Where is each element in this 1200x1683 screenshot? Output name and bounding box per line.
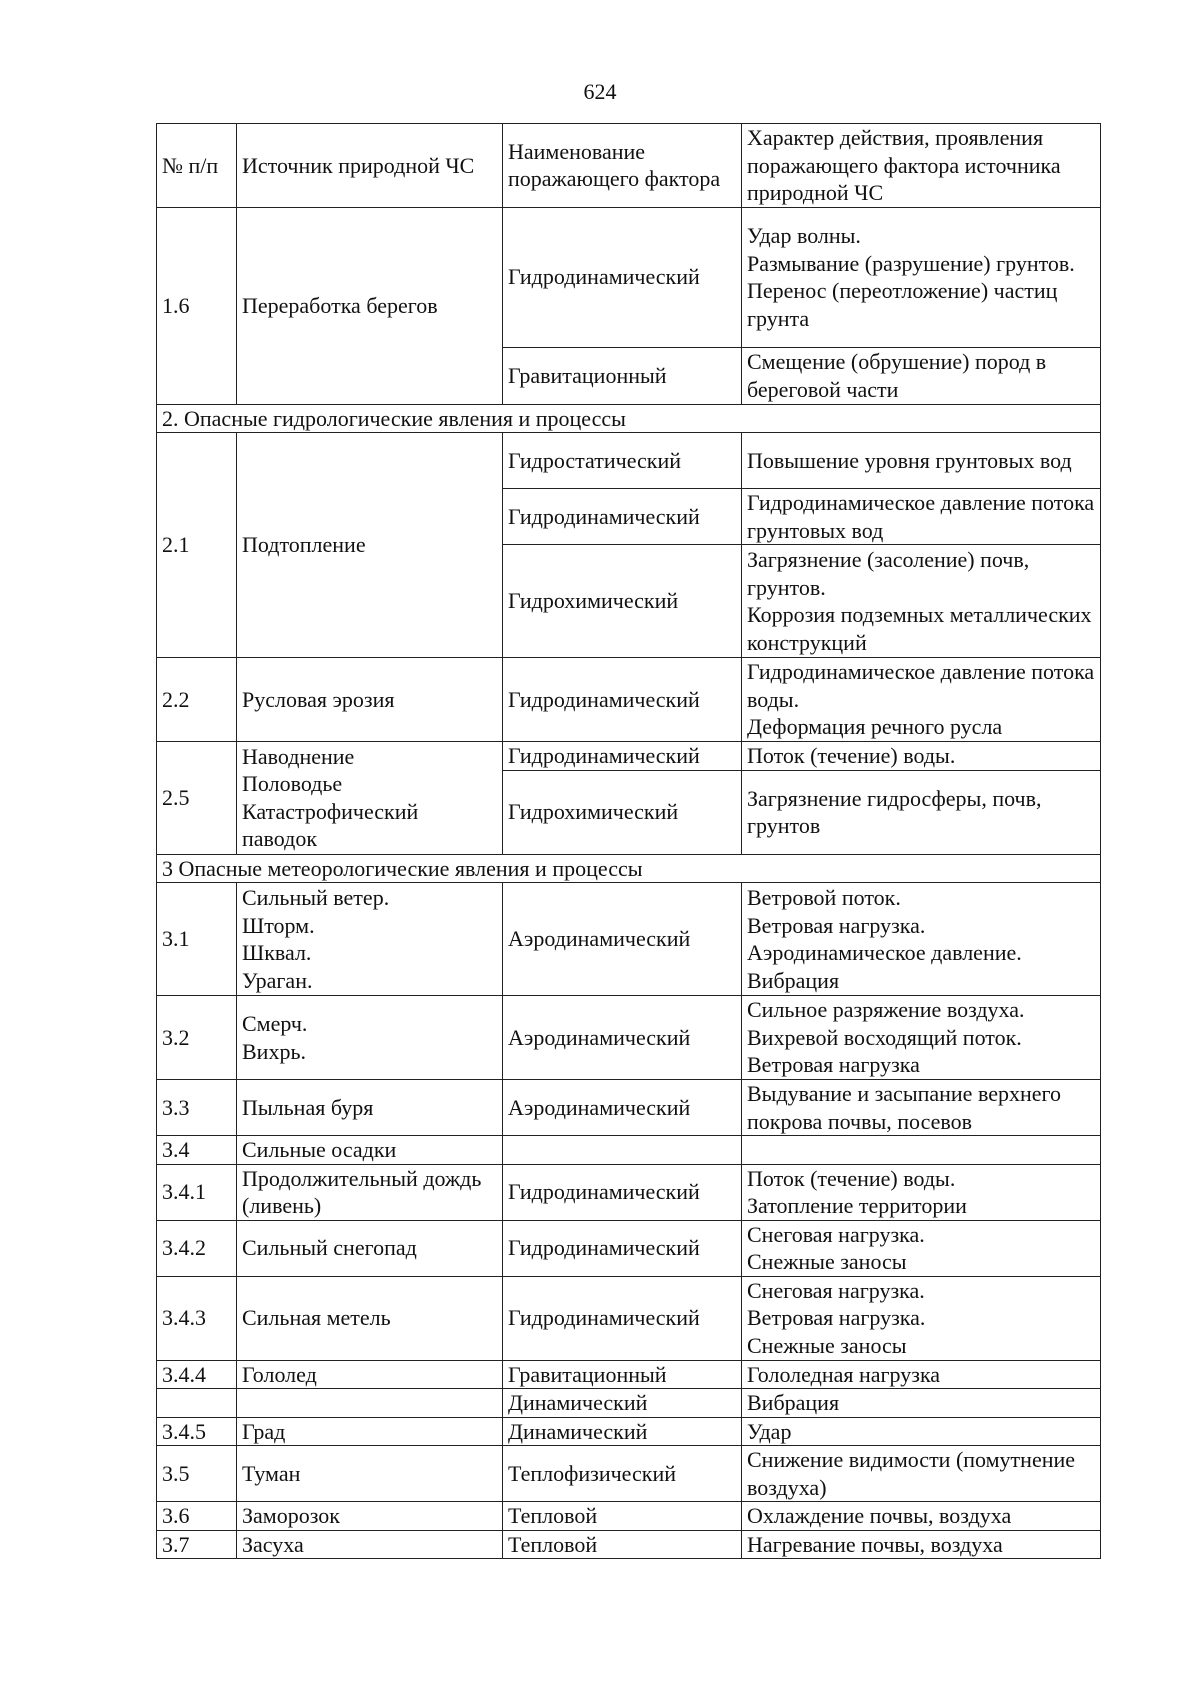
cell-source: Сильная метель (237, 1276, 503, 1360)
cell-factor: Гидродинамический (503, 207, 742, 347)
cell-factor: Аэродинамический (503, 996, 742, 1080)
cell-character: Поток (течение) воды. (742, 742, 1101, 771)
cell-character: Смещение (обрушение) пород в береговой части (742, 347, 1101, 404)
cell-character: Гололедная нагрузка (742, 1360, 1101, 1389)
cell-character: Снижение видимости (помутнение воздуха) (742, 1446, 1101, 1502)
cell-factor: Аэродинамический (503, 883, 742, 996)
cell-factor: Гидродинамический (503, 1164, 742, 1220)
cell-character: Удар (742, 1417, 1101, 1446)
cell-num: 3.4 (157, 1136, 237, 1165)
table-row (157, 996, 1101, 1080)
cell-source: Русловая эрозия (237, 658, 503, 742)
cell-num: 3.4.2 (157, 1220, 237, 1276)
cell-character: Снеговая нагрузка. Снежные заносы (742, 1220, 1101, 1276)
section-row (157, 854, 1101, 883)
cell-factor: Гидродинамический (503, 1220, 742, 1276)
table-row (157, 1220, 1101, 1276)
cell-factor: Тепловой (503, 1530, 742, 1559)
header-character: Характер действия, проявления поражающего фактора источника природной ЧС (742, 124, 1101, 208)
cell-factor: Гидрохимический (503, 545, 742, 658)
cell-character: Гидродинамическое давление потока воды. Деформация речного русла (742, 658, 1101, 742)
cell-character: Охлаждение почвы, воздуха (742, 1502, 1101, 1531)
cell-source: Град (237, 1417, 503, 1446)
cell-character: Снеговая нагрузка. Ветровая нагрузка. Снежные заносы (742, 1276, 1101, 1360)
cell-character: Поток (течение) воды. Затопление территории (742, 1164, 1101, 1220)
cell-factor (503, 1136, 742, 1165)
cell-source: Переработка берегов (237, 207, 503, 404)
header-factor: Наименование поражающего фактора (503, 124, 742, 208)
cell-factor: Тепловой (503, 1502, 742, 1531)
cell-factor: Гидродинамический (503, 742, 742, 771)
cell-num: 3.3 (157, 1080, 237, 1136)
table-row (157, 1530, 1101, 1559)
table-row (157, 207, 1101, 347)
cell-factor: Гравитационный (503, 347, 742, 404)
cell-num (157, 1389, 237, 1418)
cell-num: 1.6 (157, 207, 237, 404)
cell-character: Гидродинамическое давление потока грунтовых вод (742, 489, 1101, 545)
page-number: 624 (583, 79, 617, 104)
cell-factor: Динамический (503, 1389, 742, 1418)
cell-num: 3.6 (157, 1502, 237, 1531)
cell-num: 3.4.3 (157, 1276, 237, 1360)
cell-num: 3.1 (157, 883, 237, 996)
cell-source: Гололед (237, 1360, 503, 1389)
section-title: 2. Опасные гидрологические явления и процессы (157, 404, 1101, 433)
cell-character (742, 1136, 1101, 1165)
table-row (157, 1164, 1101, 1220)
cell-source: Пыльная буря (237, 1080, 503, 1136)
table-row (157, 1389, 1101, 1418)
cell-character: Вибрация (742, 1389, 1101, 1418)
cell-num: 3.7 (157, 1530, 237, 1559)
cell-character: Удар волны. Размывание (разрушение) грунтов. Перенос (переотложение) частиц грунта (742, 207, 1101, 347)
cell-character: Загрязнение (засоление) почв, грунтов. Коррозия подземных металлических конструкций (742, 545, 1101, 658)
header-source: Источник природной ЧС (237, 124, 503, 208)
table-row (157, 1417, 1101, 1446)
header-num: № п/п (157, 124, 237, 208)
cell-num: 3.4.1 (157, 1164, 237, 1220)
cell-character: Выдувание и засыпание верхнего покрова почвы, посевов (742, 1080, 1101, 1136)
hazard-table (156, 123, 1101, 1559)
cell-factor: Гидродинамический (503, 489, 742, 545)
table-row (157, 1446, 1101, 1502)
cell-factor: Гидродинамический (503, 658, 742, 742)
cell-source: Засуха (237, 1530, 503, 1559)
cell-num: 3.4.4 (157, 1360, 237, 1389)
cell-source: Смерч. Вихрь. (237, 996, 503, 1080)
table-row (157, 1360, 1101, 1389)
cell-source: Сильные осадки (237, 1136, 503, 1165)
table-row (157, 1080, 1101, 1136)
cell-source: Сильный ветер. Шторм. Шквал. Ураган. (237, 883, 503, 996)
cell-character: Повышение уровня грунтовых вод (742, 433, 1101, 489)
cell-character: Загрязнение гидросферы, почв, грунтов (742, 770, 1101, 854)
cell-character: Ветровой поток. Ветровая нагрузка. Аэродинамическое давление. Вибрация (742, 883, 1101, 996)
cell-num: 3.2 (157, 996, 237, 1080)
cell-factor: Гидростатический (503, 433, 742, 489)
cell-factor: Теплофизический (503, 1446, 742, 1502)
table-row (157, 658, 1101, 742)
cell-factor: Гидрохимический (503, 770, 742, 854)
table-row (157, 883, 1101, 996)
table-row (157, 1136, 1101, 1165)
table-row (157, 742, 1101, 771)
cell-character: Нагревание почвы, воздуха (742, 1530, 1101, 1559)
table-header-row (157, 124, 1101, 208)
cell-character: Сильное разряжение воздуха. Вихревой восходящий поток. Ветровая нагрузка (742, 996, 1101, 1080)
table-row (157, 1502, 1101, 1531)
cell-factor: Гидродинамический (503, 1276, 742, 1360)
table-row (157, 1276, 1101, 1360)
cell-num: 2.5 (157, 742, 237, 855)
cell-source: Туман (237, 1446, 503, 1502)
cell-num: 3.5 (157, 1446, 237, 1502)
cell-source: Наводнение Половодье Катастрофический паводок (237, 742, 503, 855)
table-row (157, 433, 1101, 489)
cell-source: Подтопление (237, 433, 503, 658)
cell-factor: Аэродинамический (503, 1080, 742, 1136)
section-row (157, 404, 1101, 433)
cell-factor: Гравитационный (503, 1360, 742, 1389)
cell-source (237, 1389, 503, 1418)
section-title: 3 Опасные метеорологические явления и процессы (157, 854, 1101, 883)
cell-num: 3.4.5 (157, 1417, 237, 1446)
cell-source: Заморозок (237, 1502, 503, 1531)
cell-num: 2.2 (157, 658, 237, 742)
cell-num: 2.1 (157, 433, 237, 658)
cell-source: Сильный снегопад (237, 1220, 503, 1276)
cell-factor: Динамический (503, 1417, 742, 1446)
cell-source: Продолжительный дождь (ливень) (237, 1164, 503, 1220)
